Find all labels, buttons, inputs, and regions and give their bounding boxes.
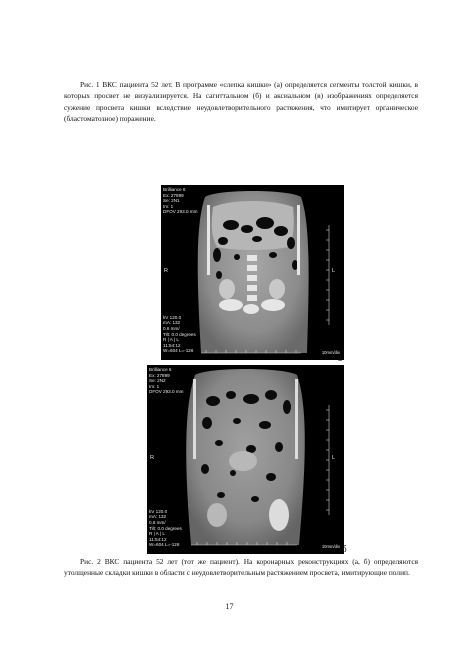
scan-info-bottom: kV 120.0 mA: 132 0.6 mm/ Tilt: 0.0 degrees R | A | L 11:54:12 W=604 L=-126	[149, 508, 182, 548]
orientation-right-label: R	[164, 268, 168, 274]
figure-letter-b: б	[342, 544, 347, 554]
page-number: 17	[225, 602, 234, 611]
figure-1-caption: Рис. 1 ВКС пациента 52 лет. В программе «слепка кишки» (а) определяется сегменты толстой кишки, в которых просвет не визуализируется. На сагиттальном (б) и аксиальном (в) изображениях определяется сужение просвета кишки вследствие неудовлетворительного растяжения, что имитирует органическое (бластоматозное) поражение.	[64, 80, 418, 124]
ct-coronal-image-b	[147, 365, 344, 554]
scale-label: 10mm/div	[321, 350, 340, 356]
scale-label: 10mm/div	[321, 544, 340, 550]
scan-info-bottom: kV 120.0 mA: 132 0.6 mm/ Tilt: 0.0 degrees R | A | L 11:54:12 W=604 L=-126	[163, 314, 196, 354]
figure-letter-a: а	[338, 353, 342, 363]
orientation-left-label: L	[331, 268, 335, 274]
orientation-left-label: L	[331, 454, 335, 461]
scan-info-top: Brilliance 6 Ex: 27899 Se: 2N1 Im: 1 DFOV 293.0 mm	[163, 187, 198, 215]
ct-coronal-image-a	[161, 185, 344, 360]
orientation-right-label: R	[150, 454, 154, 461]
figure-2-caption: Рис. 2 ВКС пациента 52 лет (тот же пациент). На коронарных реконструкциях (а, б) определяются утолщенные складки кишки в области с неудовлетворительным растяжением просвета, имитирующие полип.	[64, 557, 418, 578]
scan-info-top: Brilliance 6 Ex: 27899 Se: 2N2 Im: 1 DFOV 293.0 mm	[149, 367, 184, 395]
